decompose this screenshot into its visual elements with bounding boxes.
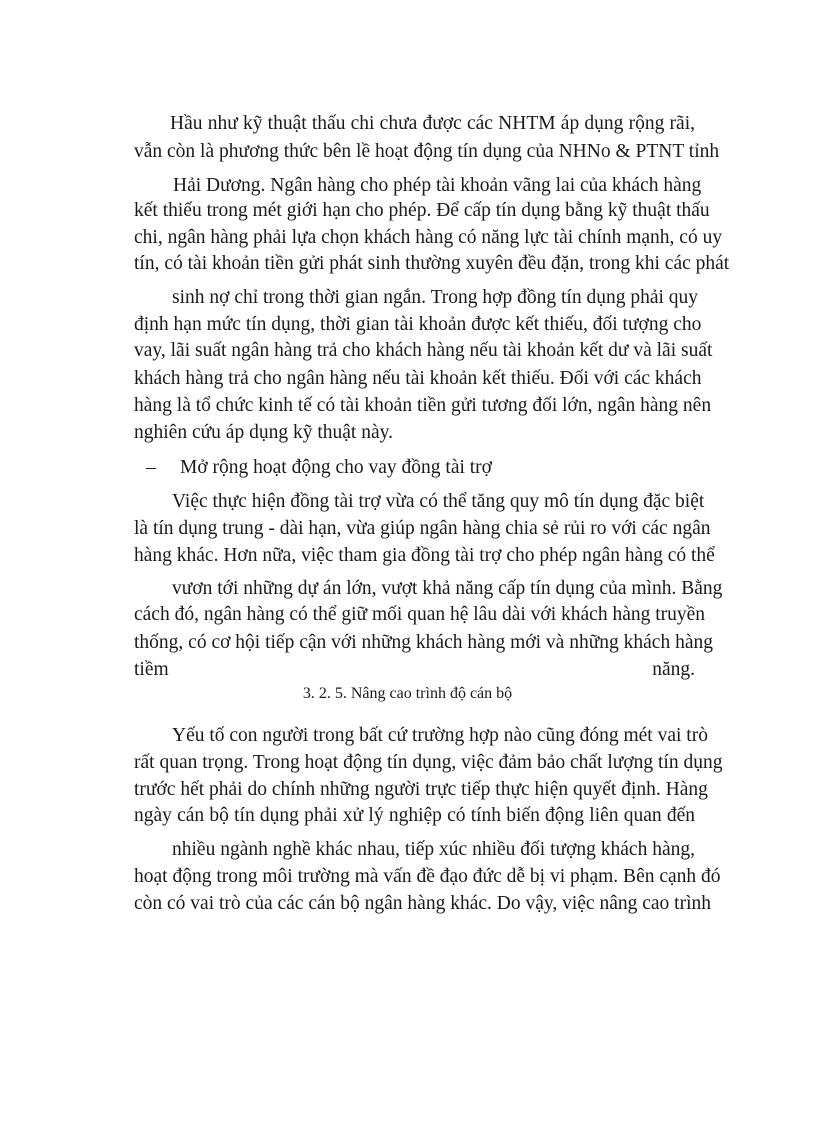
paragraph2-line-4: vươn tới những dự án lớn, vượt khả năng cấp tín dụng của mình. Bằng: [172, 578, 723, 599]
paragraph1-line-1: Hầu như kỹ thuật thấu chi chưa được các NHTM áp dụng rộng rãi,: [170, 113, 695, 134]
paragraph1-line-10: khách hàng trả cho ngân hàng nếu tài khoản kết thiếu. Đối với các khách: [134, 368, 702, 389]
paragraph3-line-4: ngày cán bộ tín dụng phải xử lý nghiệp có tính biến động liên quan đến: [134, 805, 695, 826]
paragraph3-line-6: hoạt động trong môi trường mà vấn đề đạo đức dễ bị vi phạm. Bên cạnh đó: [134, 866, 721, 887]
paragraph3-line-1: Yếu tố con người trong bất cứ trường hợp nào cũng đóng mét vai trò: [172, 725, 708, 746]
paragraph2-line-1: Việc thực hiện đồng tài trợ vừa có thể tăng quy mô tín dụng đặc biệt: [172, 491, 705, 512]
paragraph1-line-6: tín, có tài khoản tiền gửi phát sinh thường xuyên đều đặn, trong khi các phát: [134, 253, 730, 274]
paragraph3-line-5: nhiều ngành nghề khác nhau, tiếp xúc nhiều đối tượng khách hàng,: [172, 839, 695, 860]
bullet-text: Mở rộng hoạt động cho vay đồng tài trợ: [180, 457, 492, 478]
paragraph2-line-2: là tín dụng trung - dài hạn, vừa giúp ngân hàng chia sẻ rủi ro với các ngân: [134, 518, 711, 539]
paragraph1-line-9: vay, lãi suất ngân hàng trả cho khách hàng nếu tài khoản kết dư và lãi suất: [134, 340, 713, 361]
bullet-item: [146, 455, 666, 481]
paragraph2-line-5: cách đó, ngân hàng có thể giữ mối quan hệ lâu dài với khách hàng truyền: [134, 604, 706, 625]
paragraph1-line-4: kết thiếu trong mét giới hạn cho phép. Để cấp tín dụng bằng kỹ thuật thấu: [134, 200, 710, 221]
paragraph2-line-6: thống, có cơ hội tiếp cận với những khách hàng mới và những khách hàng: [134, 632, 713, 653]
paragraph1-line-3: Hải Dương. Ngân hàng cho phép tài khoản vãng lai của khách hàng: [173, 175, 702, 196]
paragraph2-line-7: tiềm năng.: [134, 659, 695, 680]
paragraph1-line-11: hàng là tổ chức kinh tế có tài khoản tiền gửi tương đối lớn, ngân hàng nên: [134, 395, 712, 416]
paragraph1-line-12: nghiên cứu áp dụng kỹ thuật này.: [134, 422, 393, 443]
paragraph2-line-3: hàng khác. Hơn nữa, việc tham gia đồng tài trợ cho phép ngân hàng có thể: [134, 545, 715, 566]
paragraph1-line-5: chi, ngân hàng phải lựa chọn khách hàng có năng lực tài chính mạnh, có uy: [134, 227, 723, 248]
bullet-dash: –: [146, 457, 156, 478]
paragraph3-line-7: còn có vai trò của các cán bộ ngân hàng khác. Do vậy, việc nâng cao trình: [134, 893, 711, 914]
paragraph1-line-7: sinh nợ chỉ trong thời gian ngắn. Trong hợp đồng tín dụng phải quy: [172, 287, 699, 308]
paragraph3-line-3: trước hết phải do chính những người trực tiếp thực hiện quyết định. Hàng: [134, 779, 708, 800]
paragraph1-line-2: vẫn còn là phương thức bên lề hoạt động tín dụng của NHNo & PTNT tỉnh: [134, 141, 720, 162]
section-heading: 3. 2. 5. Nâng cao trình độ cán bộ: [302, 685, 513, 702]
paragraph1-line-8: định hạn mức tín dụng, thời gian tài khoản được kết thiếu, đối tượng cho: [134, 314, 702, 335]
paragraph3-line-2: rất quan trọng. Trong hoạt động tín dụng, việc đảm bảo chất lượng tín dụng: [134, 752, 723, 773]
